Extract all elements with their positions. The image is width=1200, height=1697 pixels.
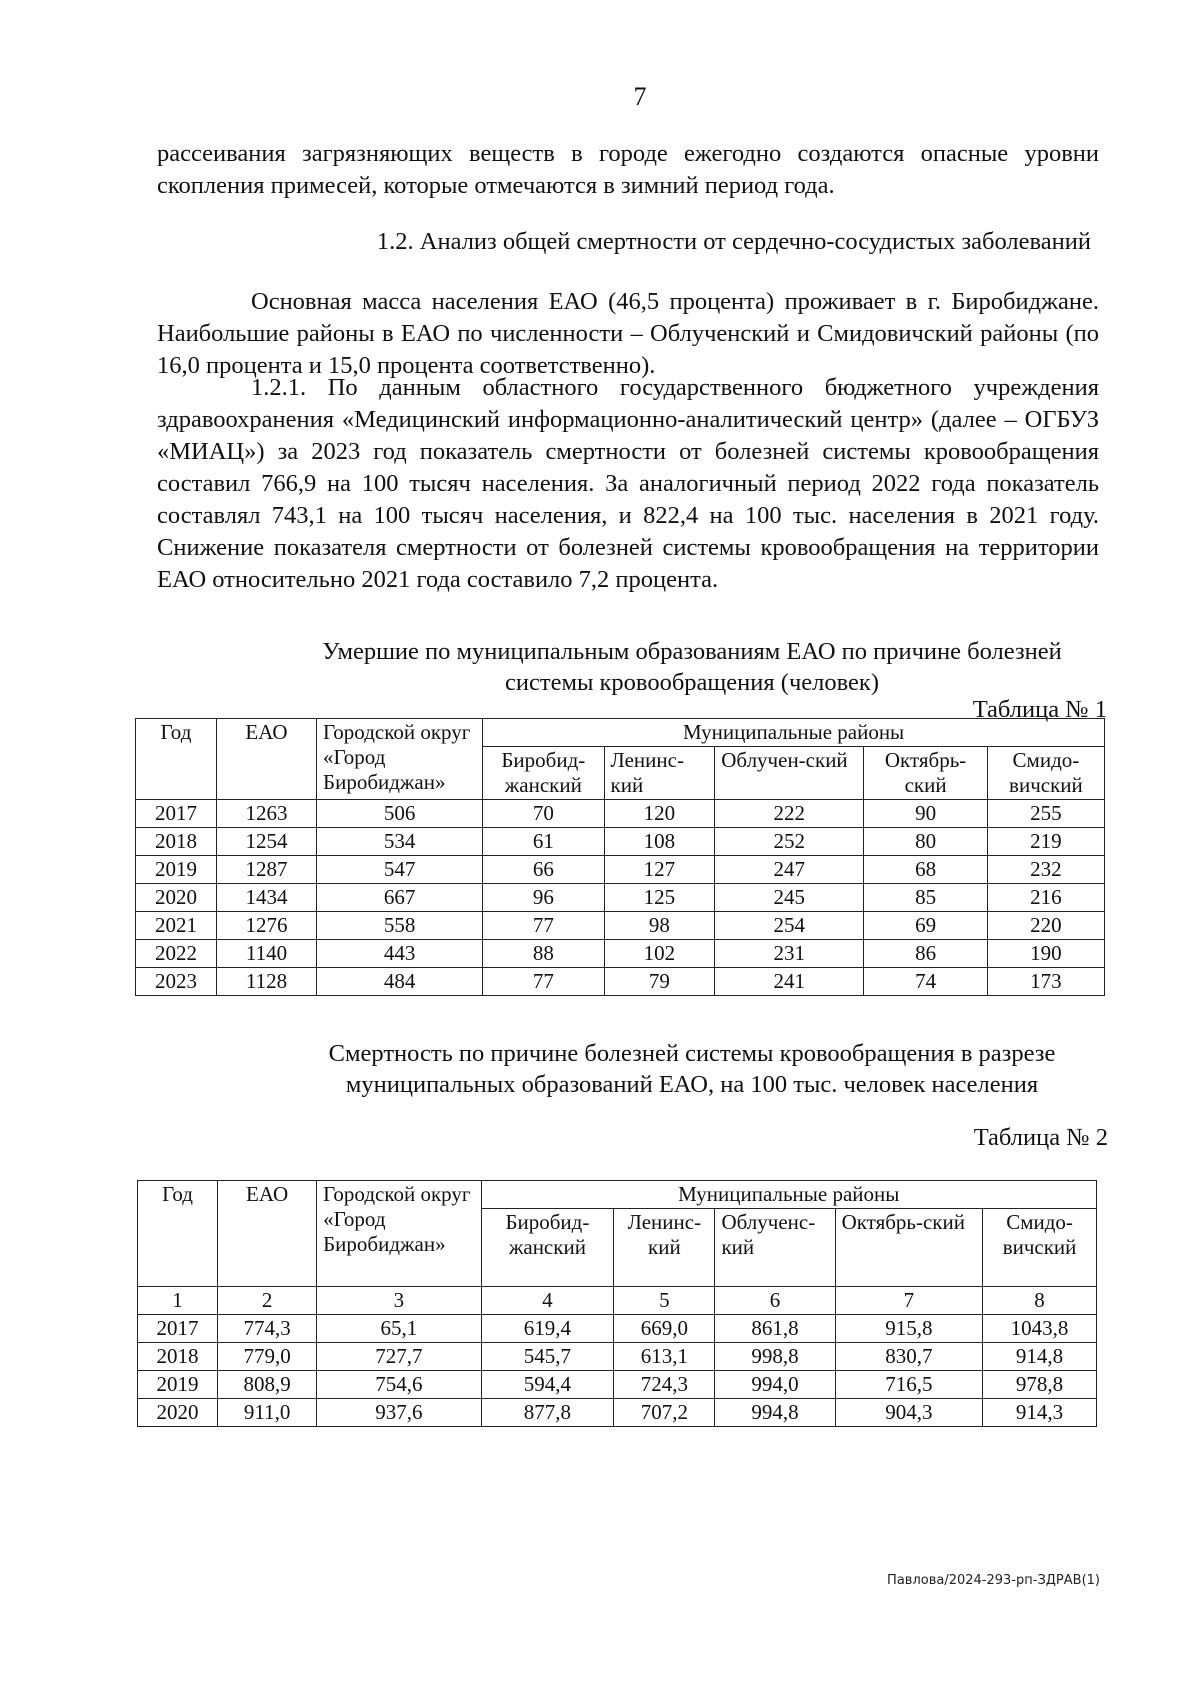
table1-data-row bbox=[136, 856, 1105, 884]
table-cell: 2018 bbox=[138, 1343, 218, 1371]
table2-header-year: Год bbox=[138, 1181, 218, 1287]
table-cell: 190 bbox=[987, 940, 1104, 968]
table1-header-smidovichsky: Смидо-вичский bbox=[987, 747, 1104, 800]
table-cell: 231 bbox=[715, 940, 864, 968]
table1-data-row bbox=[136, 968, 1105, 996]
table2-header-leninsky: Ленинс-кий bbox=[614, 1209, 715, 1287]
table1-header-obluchensky: Облучен-ский bbox=[715, 747, 864, 800]
table-cell: 219 bbox=[987, 828, 1104, 856]
table-cell: 484 bbox=[317, 968, 483, 996]
table-cell: 754,6 bbox=[317, 1371, 481, 1399]
table-cell: 861,8 bbox=[715, 1315, 835, 1343]
table1-header-row bbox=[136, 719, 1105, 747]
paragraph-1: рассеивания загрязняющих веществ в городе ежегодно создаются опасные уровни скопления примесей, которые отмечаются в зимний период года. bbox=[157, 140, 1099, 199]
table-cell: 127 bbox=[604, 856, 715, 884]
column-number-cell: 8 bbox=[983, 1287, 1097, 1315]
table1-header-year: Год bbox=[136, 719, 217, 800]
table1-header-birobidzhansky: Биробид-жанский bbox=[483, 747, 604, 800]
table2-data-row bbox=[138, 1343, 1097, 1371]
column-number-cell: 4 bbox=[481, 1287, 614, 1315]
table-cell: 994,8 bbox=[715, 1399, 835, 1427]
table-cell: 2017 bbox=[136, 800, 217, 828]
table2-column-number-row bbox=[138, 1287, 1097, 1315]
table-cell: 96 bbox=[483, 884, 604, 912]
table-cell: 808,9 bbox=[218, 1371, 317, 1399]
table-cell: 978,8 bbox=[983, 1371, 1097, 1399]
table-cell: 911,0 bbox=[218, 1399, 317, 1427]
paragraph-2: Основная масса населения ЕАО (46,5 процента) проживает в г. Биробиджане. Наибольшие районы в ЕАО по численности – Облученский и Смидовичский районы (по 16,0 процента и 15,0 процента соответственно). bbox=[157, 288, 1099, 379]
table2-caption-line1: Смертность по причине болезней системы кровообращения в разрезе bbox=[328, 1040, 1056, 1067]
table-cell: 222 bbox=[715, 800, 864, 828]
table-cell: 619,4 bbox=[481, 1315, 614, 1343]
table-cell: 667 bbox=[317, 884, 483, 912]
table1-data-row bbox=[136, 828, 1105, 856]
table-cell: 2021 bbox=[136, 912, 217, 940]
table-cell: 1254 bbox=[216, 828, 316, 856]
table-cell: 2017 bbox=[138, 1315, 218, 1343]
table2-header-city: Городской округ «Город Биробиджан» bbox=[317, 1181, 481, 1287]
table-cell: 558 bbox=[317, 912, 483, 940]
table-cell: 247 bbox=[715, 856, 864, 884]
table-cell: 70 bbox=[483, 800, 604, 828]
table-cell: 66 bbox=[483, 856, 604, 884]
table1-header-eao: ЕАО bbox=[216, 719, 316, 800]
table-cell: 669,0 bbox=[614, 1315, 715, 1343]
table1-header-city: Городской округ «Город Биробиджан» bbox=[317, 719, 483, 800]
table1-caption bbox=[157, 636, 1099, 698]
table-cell: 80 bbox=[864, 828, 988, 856]
table-cell: 88 bbox=[483, 940, 604, 968]
table-cell: 77 bbox=[483, 968, 604, 996]
table-cell: 1287 bbox=[216, 856, 316, 884]
section-heading bbox=[157, 228, 1099, 256]
table-cell: 1434 bbox=[216, 884, 316, 912]
table-cell: 779,0 bbox=[218, 1343, 317, 1371]
table-cell: 727,7 bbox=[317, 1343, 481, 1371]
table-cell: 90 bbox=[864, 800, 988, 828]
table-cell: 108 bbox=[604, 828, 715, 856]
table2-header-birobidzhansky: Биробид-жанский bbox=[481, 1209, 614, 1287]
table2-caption-line2: муниципальных образований ЕАО, на 100 тыс. человек населения bbox=[345, 1071, 1039, 1098]
table-cell: 77 bbox=[483, 912, 604, 940]
table-cell: 707,2 bbox=[614, 1399, 715, 1427]
table2-header-eao: ЕАО bbox=[218, 1181, 317, 1287]
table-cell: 252 bbox=[715, 828, 864, 856]
table-cell: 716,5 bbox=[835, 1371, 983, 1399]
table-cell: 241 bbox=[715, 968, 864, 996]
column-number-cell: 5 bbox=[614, 1287, 715, 1315]
table2-header-smidovichsky: Смидо-вичский bbox=[983, 1209, 1097, 1287]
table-cell: 2019 bbox=[138, 1371, 218, 1399]
table-cell: 904,3 bbox=[835, 1399, 983, 1427]
table-cell: 85 bbox=[864, 884, 988, 912]
table-cell: 2019 bbox=[136, 856, 217, 884]
table-cell: 1263 bbox=[216, 800, 316, 828]
table-cell: 232 bbox=[987, 856, 1104, 884]
table2-header-oktyabrsky: Октябрь-ский bbox=[835, 1209, 983, 1287]
table-cell: 613,1 bbox=[614, 1343, 715, 1371]
table2-header-obluchensky: Облученс-кий bbox=[715, 1209, 835, 1287]
table-cell: 220 bbox=[987, 912, 1104, 940]
table-cell: 2022 bbox=[136, 940, 217, 968]
column-number-cell: 7 bbox=[835, 1287, 983, 1315]
column-number-cell: 1 bbox=[138, 1287, 218, 1315]
table-cell: 914,8 bbox=[983, 1343, 1097, 1371]
table1 bbox=[135, 718, 1105, 996]
section-heading-text: 1.2. Анализ общей смертности от сердечно-сосудистых заболеваний bbox=[376, 228, 1091, 255]
document-footer-code: Павлова/2024-293-рп-ЗДРАВ(1) bbox=[887, 1573, 1100, 1588]
table-cell: 102 bbox=[604, 940, 715, 968]
table-cell: 1043,8 bbox=[983, 1315, 1097, 1343]
table2-caption bbox=[157, 1038, 1099, 1100]
table-cell: 2023 bbox=[136, 968, 217, 996]
table2-data-row bbox=[138, 1315, 1097, 1343]
table1-data-row bbox=[136, 940, 1105, 968]
table-cell: 1140 bbox=[216, 940, 316, 968]
table2 bbox=[137, 1180, 1097, 1427]
table2-label: Таблица № 2 bbox=[973, 1124, 1108, 1151]
table1-caption-line1: Умершие по муниципальным образованиям ЕАО по причине болезней bbox=[322, 638, 1062, 665]
table-cell: 245 bbox=[715, 884, 864, 912]
table-cell: 774,3 bbox=[218, 1315, 317, 1343]
column-number-cell: 3 bbox=[317, 1287, 481, 1315]
table-cell: 506 bbox=[317, 800, 483, 828]
table-cell: 79 bbox=[604, 968, 715, 996]
table-cell: 120 bbox=[604, 800, 715, 828]
table-cell: 86 bbox=[864, 940, 988, 968]
table1-caption-line2: системы кровообращения (человек) bbox=[505, 669, 879, 696]
table-cell: 68 bbox=[864, 856, 988, 884]
column-number-cell: 2 bbox=[218, 1287, 317, 1315]
table-cell: 594,4 bbox=[481, 1371, 614, 1399]
table1-label: Таблица № 1 bbox=[972, 696, 1107, 723]
table2-header-districts: Муниципальные районы bbox=[481, 1181, 1096, 1209]
table-cell: 545,7 bbox=[481, 1343, 614, 1371]
table2-header-row bbox=[138, 1181, 1097, 1209]
table-cell: 173 bbox=[987, 968, 1104, 996]
table-cell: 877,8 bbox=[481, 1399, 614, 1427]
table-cell: 915,8 bbox=[835, 1315, 983, 1343]
page-number: 7 bbox=[633, 82, 647, 111]
table-cell: 216 bbox=[987, 884, 1104, 912]
paragraph-3: 1.2.1. По данным областного государственного бюджетного учреждения здравоохранения «Медицинский информационно-аналитический центр» (далее – ОГБУЗ «МИАЦ») за 2023 год показатель смертности от болезней системы кровообращения составил 766,9 на 100 тысяч населения. За аналогичный период 2022 года показатель составлял 743,1 на 100 тысяч населения, и 822,4 на 100 тыс. населения в 2021 году. Снижение показателя смертности от болезней системы кровообращения на территории ЕАО относительно 2021 года составило 7,2 процента. bbox=[157, 374, 1099, 593]
table1-header-oktyabrsky: Октябрь-ский bbox=[864, 747, 988, 800]
table2-data-row bbox=[138, 1371, 1097, 1399]
table2-data-row bbox=[138, 1399, 1097, 1427]
table-cell: 74 bbox=[864, 968, 988, 996]
table-cell: 61 bbox=[483, 828, 604, 856]
table-cell: 534 bbox=[317, 828, 483, 856]
table1-data-row bbox=[136, 800, 1105, 828]
table-cell: 2020 bbox=[138, 1399, 218, 1427]
table-cell: 69 bbox=[864, 912, 988, 940]
table-cell: 994,0 bbox=[715, 1371, 835, 1399]
column-number-cell: 6 bbox=[715, 1287, 835, 1315]
table-cell: 1128 bbox=[216, 968, 316, 996]
table-cell: 125 bbox=[604, 884, 715, 912]
table1-header-leninsky: Ленинс-кий bbox=[604, 747, 715, 800]
table-cell: 1276 bbox=[216, 912, 316, 940]
table-cell: 998,8 bbox=[715, 1343, 835, 1371]
table-cell: 2020 bbox=[136, 884, 217, 912]
table-cell: 2018 bbox=[136, 828, 217, 856]
table1-data-row bbox=[136, 884, 1105, 912]
table-cell: 937,6 bbox=[317, 1399, 481, 1427]
table-cell: 830,7 bbox=[835, 1343, 983, 1371]
table-cell: 255 bbox=[987, 800, 1104, 828]
table-cell: 98 bbox=[604, 912, 715, 940]
table-cell: 914,3 bbox=[983, 1399, 1097, 1427]
table-cell: 724,3 bbox=[614, 1371, 715, 1399]
table1-header-districts: Муниципальные районы bbox=[483, 719, 1105, 747]
table1-data-row bbox=[136, 912, 1105, 940]
table-cell: 254 bbox=[715, 912, 864, 940]
table-cell: 65,1 bbox=[317, 1315, 481, 1343]
table-cell: 547 bbox=[317, 856, 483, 884]
table-cell: 443 bbox=[317, 940, 483, 968]
